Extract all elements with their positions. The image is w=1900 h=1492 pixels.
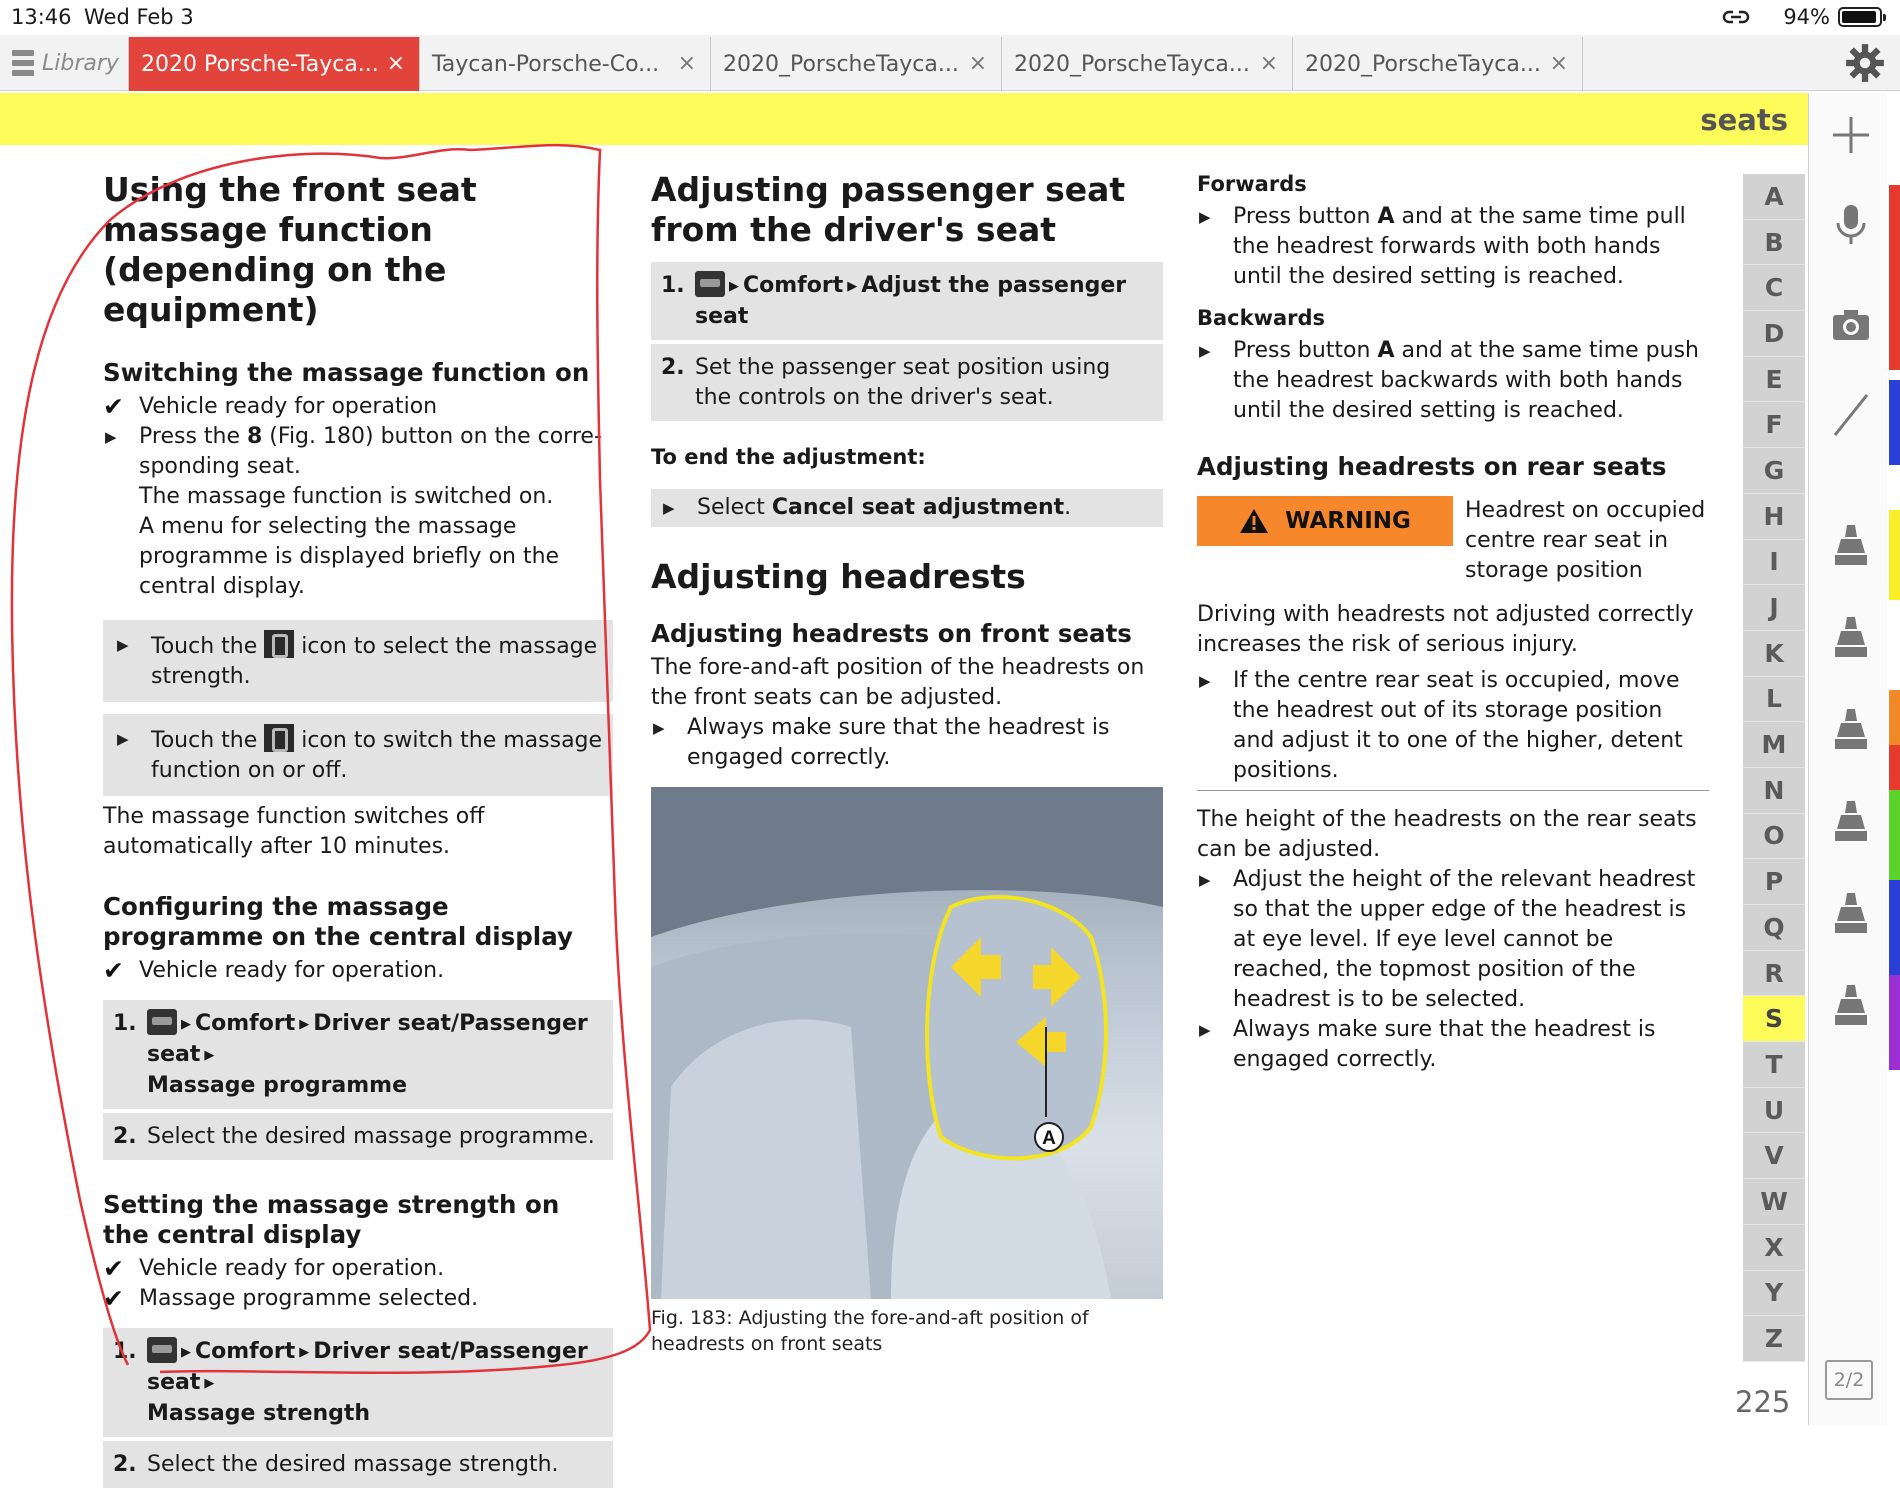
step-1: 1. ▶ Comfort ▶ Driver seat/Passenger seat ▶ Massage programme: [103, 1000, 613, 1109]
close-icon[interactable]: ×: [968, 51, 987, 76]
result-text: The massage function is switched on.: [139, 484, 554, 509]
warning-label: WARNING: [1285, 508, 1411, 534]
column-2: [651, 170, 1163, 1357]
tab-2[interactable]: [419, 37, 710, 91]
massage-toggle-icon: [264, 724, 294, 752]
link-icon: [1723, 8, 1749, 26]
tab-bar: [0, 35, 1900, 91]
tab-label: 2020 Porsche-Tayca...: [141, 51, 379, 77]
highlighter-icon[interactable]: [1831, 523, 1871, 567]
sub-heading: To end the adjustment:: [651, 445, 926, 469]
headrest-illustration: [651, 787, 1163, 1299]
tab-label: 2020_PorscheTayca...: [1014, 51, 1250, 77]
library-button[interactable]: [0, 35, 128, 91]
plus-icon[interactable]: [1831, 113, 1871, 157]
color-swatch[interactable]: [1889, 790, 1900, 880]
color-swatch[interactable]: [1889, 880, 1900, 975]
status-bar: [0, 0, 1900, 34]
section-heading: Switching the massage function on: [103, 358, 590, 387]
index-letter-q[interactable]: Q: [1743, 905, 1805, 951]
instruction-box: ▶ Touch the icon to switch the massage function on or off.: [103, 714, 613, 796]
check-item: ✔ Vehicle ready for operation.: [103, 1254, 613, 1284]
index-letter-n[interactable]: N: [1743, 768, 1805, 814]
close-icon[interactable]: ×: [677, 51, 696, 76]
section-heading: Adjusting headrests on rear seats: [1197, 452, 1667, 481]
divider: [1197, 790, 1709, 791]
body-text: The fore-and-aft position of the headrests on the front seats can be adjusted.: [651, 655, 1145, 710]
index-letter-e[interactable]: E: [1743, 357, 1805, 403]
instruction-item: ▶ Always make sure that the headrest is engaged correctly.: [651, 713, 1163, 773]
close-icon[interactable]: ×: [1549, 51, 1568, 76]
highlighter-icon[interactable]: [1831, 615, 1871, 659]
callout-label: A: [1042, 1128, 1056, 1149]
tab-label: 2020_PorscheTayca...: [1305, 51, 1541, 77]
section-heading: Adjusting headrests on front seats: [651, 619, 1132, 648]
instruction-item: ▶ Press button A and at the same time pull the headrest forwards with both hands until the desired setting is reached.: [1197, 202, 1709, 292]
camera-icon[interactable]: [1831, 303, 1871, 347]
section-banner: [0, 93, 1808, 145]
index-letter-w[interactable]: W: [1743, 1179, 1805, 1225]
alphabet-index: [1743, 174, 1805, 1362]
instruction-item: ▶ Press button A and at the same time push the headrest backwards with both hands until the desired setting is reached.: [1197, 336, 1709, 426]
highlighter-icon[interactable]: [1831, 983, 1871, 1027]
annotation-toolbar: [1808, 93, 1887, 1425]
index-letter-o[interactable]: O: [1743, 814, 1805, 860]
library-label: Library: [42, 50, 119, 76]
index-letter-t[interactable]: T: [1743, 1042, 1805, 1088]
menu-icon: [147, 1009, 177, 1035]
index-letter-g[interactable]: G: [1743, 448, 1805, 494]
menu-icon: [147, 1337, 177, 1363]
instruction-item: ▶ Press the 8 (Fig. 180) button on the corresponding seat.: [103, 422, 613, 482]
color-swatch[interactable]: [1889, 745, 1900, 790]
body-text: The height of the headrests on the rear seats can be adjusted.: [1197, 807, 1697, 862]
color-swatch[interactable]: [1889, 380, 1900, 465]
figure-caption: Fig. 183: Adjusting the fore-and-aft position of headrests on front seats: [651, 1307, 1089, 1355]
index-letter-u[interactable]: U: [1743, 1088, 1805, 1134]
warning-badge: [1197, 496, 1453, 546]
note-text: The massage function switches off automatically after 10 minutes.: [103, 804, 485, 859]
instruction-item: ▶ Always make sure that the headrest is engaged correctly.: [1197, 1015, 1709, 1075]
warning-text: Headrest on occupied centre rear seat in storage position: [1465, 498, 1706, 583]
index-letter-c[interactable]: C: [1743, 265, 1805, 311]
color-swatch[interactable]: [1889, 185, 1900, 370]
page-number: 225: [1735, 1385, 1791, 1419]
section-title: Adjusting headrests: [651, 557, 1026, 596]
index-letter-f[interactable]: F: [1743, 402, 1805, 448]
index-letter-d[interactable]: D: [1743, 311, 1805, 357]
instruction-box: ▶ Select Cancel seat adjustment.: [651, 489, 1163, 527]
step-2: 2. Select the desired massage programme.: [103, 1113, 613, 1160]
section-title: Adjusting passenger seat from the driver's seat: [651, 170, 1126, 249]
column-1: [103, 170, 613, 1492]
close-icon[interactable]: ×: [1259, 51, 1278, 76]
battery-icon: [1838, 7, 1882, 27]
page-count-button[interactable]: 2/2: [1825, 1360, 1873, 1400]
index-letter-m[interactable]: M: [1743, 722, 1805, 768]
massage-strength-icon: [264, 630, 294, 658]
battery-percent: 94%: [1783, 5, 1830, 29]
highlighter-icon[interactable]: [1831, 707, 1871, 751]
tab-label: 2020_PorscheTayca...: [723, 51, 959, 77]
tab-3[interactable]: [710, 37, 1001, 91]
step-1: 1. ▶ Comfort ▶ Adjust the passenger seat: [651, 262, 1163, 340]
index-letter-s[interactable]: S: [1743, 996, 1805, 1042]
index-letter-v[interactable]: V: [1743, 1133, 1805, 1179]
highlighter-icon[interactable]: [1831, 891, 1871, 935]
crescent-moon-icon: [1757, 8, 1775, 26]
tab-4[interactable]: [1001, 37, 1292, 91]
headrest-figure: [651, 787, 1163, 1299]
instruction-box: ▶ Touch the icon to select the massage strength.: [103, 620, 613, 702]
color-swatch[interactable]: [1889, 690, 1900, 745]
tab-5[interactable]: [1292, 37, 1583, 91]
index-letter-r[interactable]: R: [1743, 951, 1805, 997]
index-letter-b[interactable]: B: [1743, 220, 1805, 266]
check-item: ✔ Massage programme selected.: [103, 1284, 613, 1314]
section-heading: Configuring the massage programme on the central display: [103, 892, 573, 951]
instruction-item: ▶ Adjust the height of the relevant headrest so that the upper edge of the headrest is at eye level. If eye level cannot be reached, the topmost position of the headrest is to be selected.: [1197, 865, 1709, 1015]
index-letter-y[interactable]: Y: [1743, 1271, 1805, 1317]
microphone-icon[interactable]: [1831, 203, 1871, 247]
status-right: [1723, 5, 1882, 29]
index-letter-l[interactable]: L: [1743, 677, 1805, 723]
section-heading: Setting the massage strength on the central display: [103, 1190, 560, 1249]
index-letter-k[interactable]: K: [1743, 631, 1805, 677]
warning-para: Driving with headrests not adjusted correctly increases the risk of serious injury.: [1197, 602, 1694, 657]
check-item: ✔ Vehicle ready for operation.: [103, 956, 613, 986]
sub-heading: Forwards: [1197, 172, 1307, 196]
index-letter-j[interactable]: J: [1743, 585, 1805, 631]
index-letter-h[interactable]: H: [1743, 494, 1805, 540]
column-3: [1197, 170, 1709, 1075]
index-letter-i[interactable]: I: [1743, 540, 1805, 586]
warning-icon: [1239, 508, 1269, 534]
gear-icon[interactable]: [1844, 42, 1886, 84]
menu-icon: [695, 271, 725, 297]
library-icon: [12, 48, 34, 78]
index-letter-z[interactable]: Z: [1743, 1316, 1805, 1362]
tab-1[interactable]: [128, 37, 419, 91]
warning-block: [1197, 496, 1709, 586]
color-swatch[interactable]: [1889, 975, 1900, 1070]
index-letter-a[interactable]: A: [1743, 174, 1805, 220]
close-icon[interactable]: ×: [386, 51, 405, 76]
step-2: 2. Select the desired massage strength.: [103, 1441, 613, 1488]
banner-label: seats: [1700, 103, 1788, 137]
page-title: Using the front seat massage function (depending on the equipment): [103, 170, 477, 329]
check-item: ✔ Vehicle ready for operation: [103, 392, 613, 422]
status-time: 13:46: [11, 5, 72, 29]
step-1: 1. ▶ Comfort ▶ Driver seat/Passenger seat ▶ Massage strength: [103, 1328, 613, 1437]
status-date: Wed Feb 3: [84, 5, 194, 29]
result-text: A menu for selecting the massage programme is displayed briefly on the central display.: [139, 514, 560, 599]
index-letter-x[interactable]: X: [1743, 1225, 1805, 1271]
index-letter-p[interactable]: P: [1743, 859, 1805, 905]
instruction-item: ▶ If the centre rear seat is occupied, move the headrest out of its storage position and adjust it to one of the higher, detent positions.: [1197, 666, 1709, 786]
tab-label: Taycan-Porsche-Co...: [432, 51, 660, 77]
step-2: 2. Set the passenger seat position using the controls on the driver's seat.: [651, 344, 1163, 421]
sub-heading: Backwards: [1197, 306, 1326, 330]
pen-icon[interactable]: [1831, 393, 1871, 437]
color-swatch[interactable]: [1889, 510, 1900, 600]
highlighter-icon[interactable]: [1831, 799, 1871, 843]
